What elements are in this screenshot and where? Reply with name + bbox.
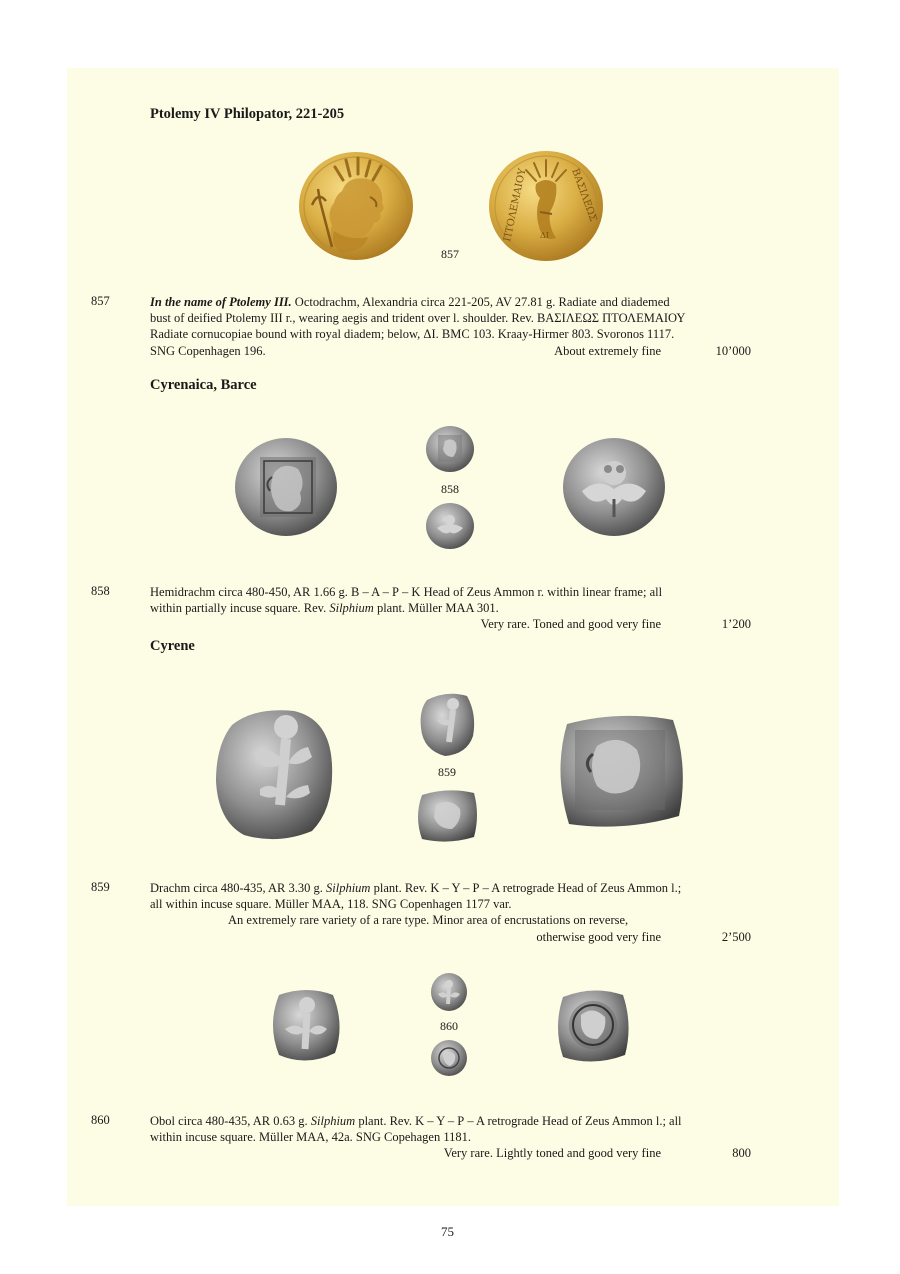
lot-note-859: An extremely rare variety of a rare type. Minor area of encrustations on reverse, <box>228 913 629 928</box>
lot-number-860: 860 <box>91 1113 110 1127</box>
lot-price-860: 800 <box>732 1146 751 1161</box>
desc-line <box>150 600 751 616</box>
coin-859-obverse <box>417 690 477 758</box>
lot-price-858: 1’200 <box>721 617 751 632</box>
desc-italic: Silphium <box>326 881 371 895</box>
grade-price <box>150 616 751 632</box>
coin-859-reverse-enlarged <box>553 710 687 830</box>
desc-text: SNG Copenhagen 196. <box>150 343 266 358</box>
plate-label-859: 859 <box>438 765 456 779</box>
desc-italic: Silphium <box>329 601 374 616</box>
desc-line: bust of deified Ptolemy III r., wearing aegis and trident over l. shoulder. Rev. ΒΑΣΙΛΕΩΣ ΠΤΟΛΕΜΑΙΟΥ <box>150 311 686 326</box>
lot-price-857: 10’000 <box>715 343 751 358</box>
plate-label-860: 860 <box>440 1019 458 1033</box>
reverse-legend-right: ΒΑΣΙΛΕΩΣ <box>569 167 599 224</box>
desc-line: Hemidrachm circa 480-450, AR 1.66 g. Β – Α – Ρ – Κ Head of Zeus Ammon r. within linear frame; all <box>150 585 663 599</box>
section-title-ptolemy: Ptolemy IV Philopator, 221-205 <box>150 106 345 122</box>
desc-lead: In the name of Ptolemy III. <box>150 295 292 309</box>
desc-text: Drachm circa 480-435, AR 3.30 g. <box>150 881 327 895</box>
desc-line: within incuse square. Müller MAA, 42a. SNG Copehagen 1181. <box>150 1130 472 1145</box>
desc-text: Obol circa 480-435, AR 0.63 g. <box>150 1114 311 1128</box>
coin-857-obverse <box>298 151 414 261</box>
lot-number-858: 858 <box>91 584 110 598</box>
coin-860-obverse-enlarged <box>267 985 345 1065</box>
coin-859-reverse <box>414 787 480 845</box>
grade-price <box>554 343 751 359</box>
desc-text: plant. Rev. Κ – Υ – Ρ – Α retrograde Head of Zeus Ammon l.; all <box>355 1114 682 1128</box>
desc-line: Radiate cornucopiae bound with royal diadem; below, ΔΙ. BMC 103. Kraay-Hirmer 803. Svoronos 1117. <box>150 327 675 342</box>
plate-label-857: 857 <box>441 247 459 261</box>
catalog-panel <box>67 68 839 1206</box>
desc-italic: Silphium <box>310 1114 356 1128</box>
plate-label-858: 858 <box>441 482 459 496</box>
lot-price-859: 2’500 <box>721 929 751 944</box>
coin-860-reverse <box>430 1039 468 1077</box>
reverse-legend-below: ΔΙ <box>540 231 549 240</box>
desc-line <box>150 343 751 359</box>
coin-858-obverse-enlarged <box>234 437 338 537</box>
section-title-cyrene: Cyrene <box>150 638 195 654</box>
desc-text: within partially incuse square. Rev. <box>150 601 330 616</box>
coin-860-obverse <box>430 972 468 1012</box>
desc-line <box>150 1113 751 1129</box>
lot-description-858 <box>150 584 751 633</box>
lot-grade-860: Very rare. Lightly toned and good very fine <box>443 1146 661 1161</box>
desc-line: all within incuse square. Müller MAA, 118. SNG Copenhagen 1177 var. <box>150 897 512 912</box>
page-number: 75 <box>441 1224 454 1239</box>
desc-line <box>150 294 751 310</box>
coin-858-obverse <box>425 425 475 473</box>
lot-description-860 <box>150 1113 751 1162</box>
grade-price <box>150 1145 751 1161</box>
section-title-barce: Cyrenaica, Barce <box>150 377 257 393</box>
desc-text: plant. Rev. Κ – Υ – Ρ – Α retrograde Head of Zeus Ammon l.; <box>370 881 682 895</box>
coin-860-reverse-enlarged <box>553 985 633 1065</box>
reverse-legend-left: ΠΤΟΛΕΜΑΙΟΥ <box>502 167 529 243</box>
desc-line <box>150 880 751 896</box>
lot-number-859: 859 <box>91 880 110 894</box>
lot-grade-858: Very rare. Toned and good very fine <box>480 617 661 632</box>
grade-price <box>150 929 751 945</box>
lot-grade-857: About extremely fine <box>554 343 661 358</box>
desc-text: plant. Müller MAA 301. <box>373 601 499 616</box>
coin-858-reverse <box>425 502 475 550</box>
lot-grade-859: otherwise good very fine <box>536 929 661 944</box>
coin-859-obverse-enlarged <box>214 705 334 841</box>
lot-description-857 <box>150 294 751 359</box>
coin-857-reverse <box>488 150 604 262</box>
coin-858-reverse-enlarged <box>562 437 666 537</box>
desc-text: Octodrachm, Alexandria circa 221-205, AV 27.81 g. Radiate and diademed <box>291 295 670 309</box>
lot-description-859 <box>150 880 751 945</box>
lot-number-857: 857 <box>91 294 110 308</box>
